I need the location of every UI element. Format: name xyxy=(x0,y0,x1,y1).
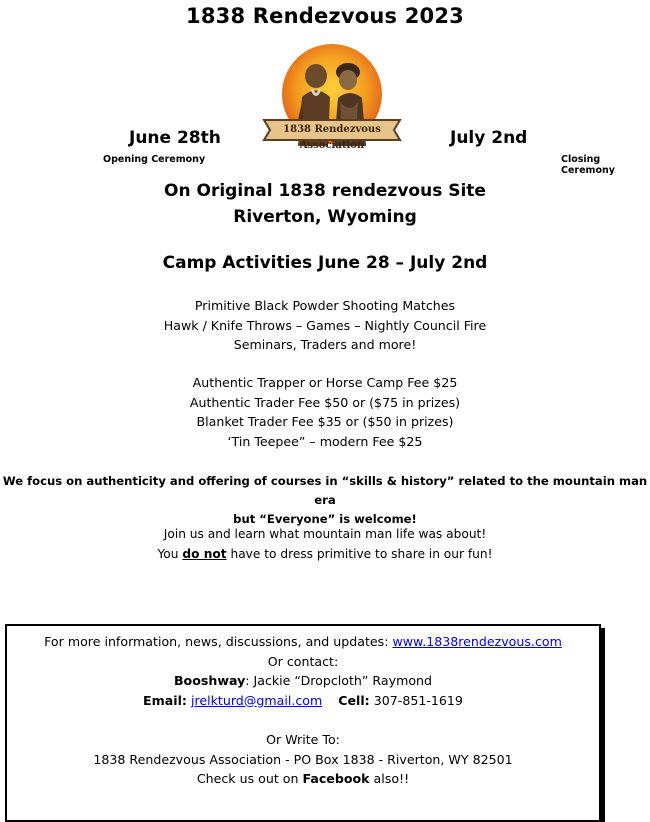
contact-box xyxy=(5,624,601,822)
fee-item: Authentic Trapper or Horse Camp Fee $25 xyxy=(192,375,458,390)
facebook-text-pre: Check us out on xyxy=(196,771,303,787)
info-text: For more information, news, discussions, and updates: xyxy=(44,634,393,649)
end-date: July 2nd xyxy=(450,128,528,148)
activity-item: Primitive Black Powder Shooting Matches xyxy=(194,298,456,313)
logo-banner-text: 1838 Rendezvous Association xyxy=(283,124,381,151)
site-line-1: On Original 1838 rendezvous Site xyxy=(164,181,486,201)
closing-ceremony-label: Closing Ceremony xyxy=(561,154,615,176)
or-contact: Or contact: xyxy=(267,653,339,669)
activities-heading: Camp Activities June 28 – July 2nd xyxy=(162,253,488,273)
focus-line-2: but “Everyone” is welcome! xyxy=(233,512,417,526)
booshway-line xyxy=(7,671,599,691)
join-line-1: Join us and learn what mountain man life was about! xyxy=(163,527,487,541)
booshway-name: : Jackie “Dropcloth” Raymond xyxy=(245,673,433,689)
website-link[interactable]: www.1838rendezvous.com xyxy=(392,634,562,649)
fee-item: Authentic Trader Fee $50 or ($75 in prizes) xyxy=(189,394,461,410)
join-text-pre: You xyxy=(157,546,183,561)
join-text-post: have to dress primitive to share in our fun! xyxy=(226,546,493,561)
activity-item: Seminars, Traders and more! xyxy=(233,337,417,353)
or-write: Or Write To: xyxy=(266,731,340,747)
fee-item: Blanket Trader Fee $35 or ($50 in prizes) xyxy=(196,414,454,430)
focus-statement xyxy=(0,472,650,529)
email-cell-line xyxy=(7,691,599,711)
site-line-2: Riverton, Wyoming xyxy=(233,207,417,227)
fees-list xyxy=(0,373,650,451)
join-emphasis: do not xyxy=(182,546,227,561)
info-line xyxy=(7,632,599,652)
email-link[interactable]: jrelkturd@gmail.com xyxy=(190,692,323,708)
join-line-2 xyxy=(0,545,650,565)
spacer xyxy=(7,710,599,730)
activity-item: Hawk / Knife Throws – Games – Nightly Council Fire xyxy=(163,317,487,333)
opening-ceremony-label: Opening Ceremony xyxy=(103,154,206,165)
email-label: Email: xyxy=(143,692,187,708)
facebook-label: Facebook xyxy=(302,771,370,787)
cell-number: 307-851-1619 xyxy=(373,692,463,708)
page-title: 1838 Rendezvous 2023 xyxy=(186,4,464,28)
activities-list xyxy=(0,296,650,355)
focus-line-1: We focus on authenticity and offering of courses in “skills & history” related to the mountain man era xyxy=(2,474,648,507)
fee-item: ‘Tin Teepee” – modern Fee $25 xyxy=(227,433,423,449)
booshway-label: Booshway xyxy=(173,673,246,689)
facebook-text-post: also!! xyxy=(369,771,410,787)
mailing-address: 1838 Rendezvous Association - PO Box 1838 - Riverton, WY 82501 xyxy=(93,751,513,767)
join-message xyxy=(0,525,650,564)
contact-content xyxy=(7,632,599,789)
start-date: June 28th xyxy=(129,128,221,148)
cell-label: Cell: xyxy=(338,692,370,708)
association-logo xyxy=(258,42,406,151)
facebook-line xyxy=(7,769,599,789)
